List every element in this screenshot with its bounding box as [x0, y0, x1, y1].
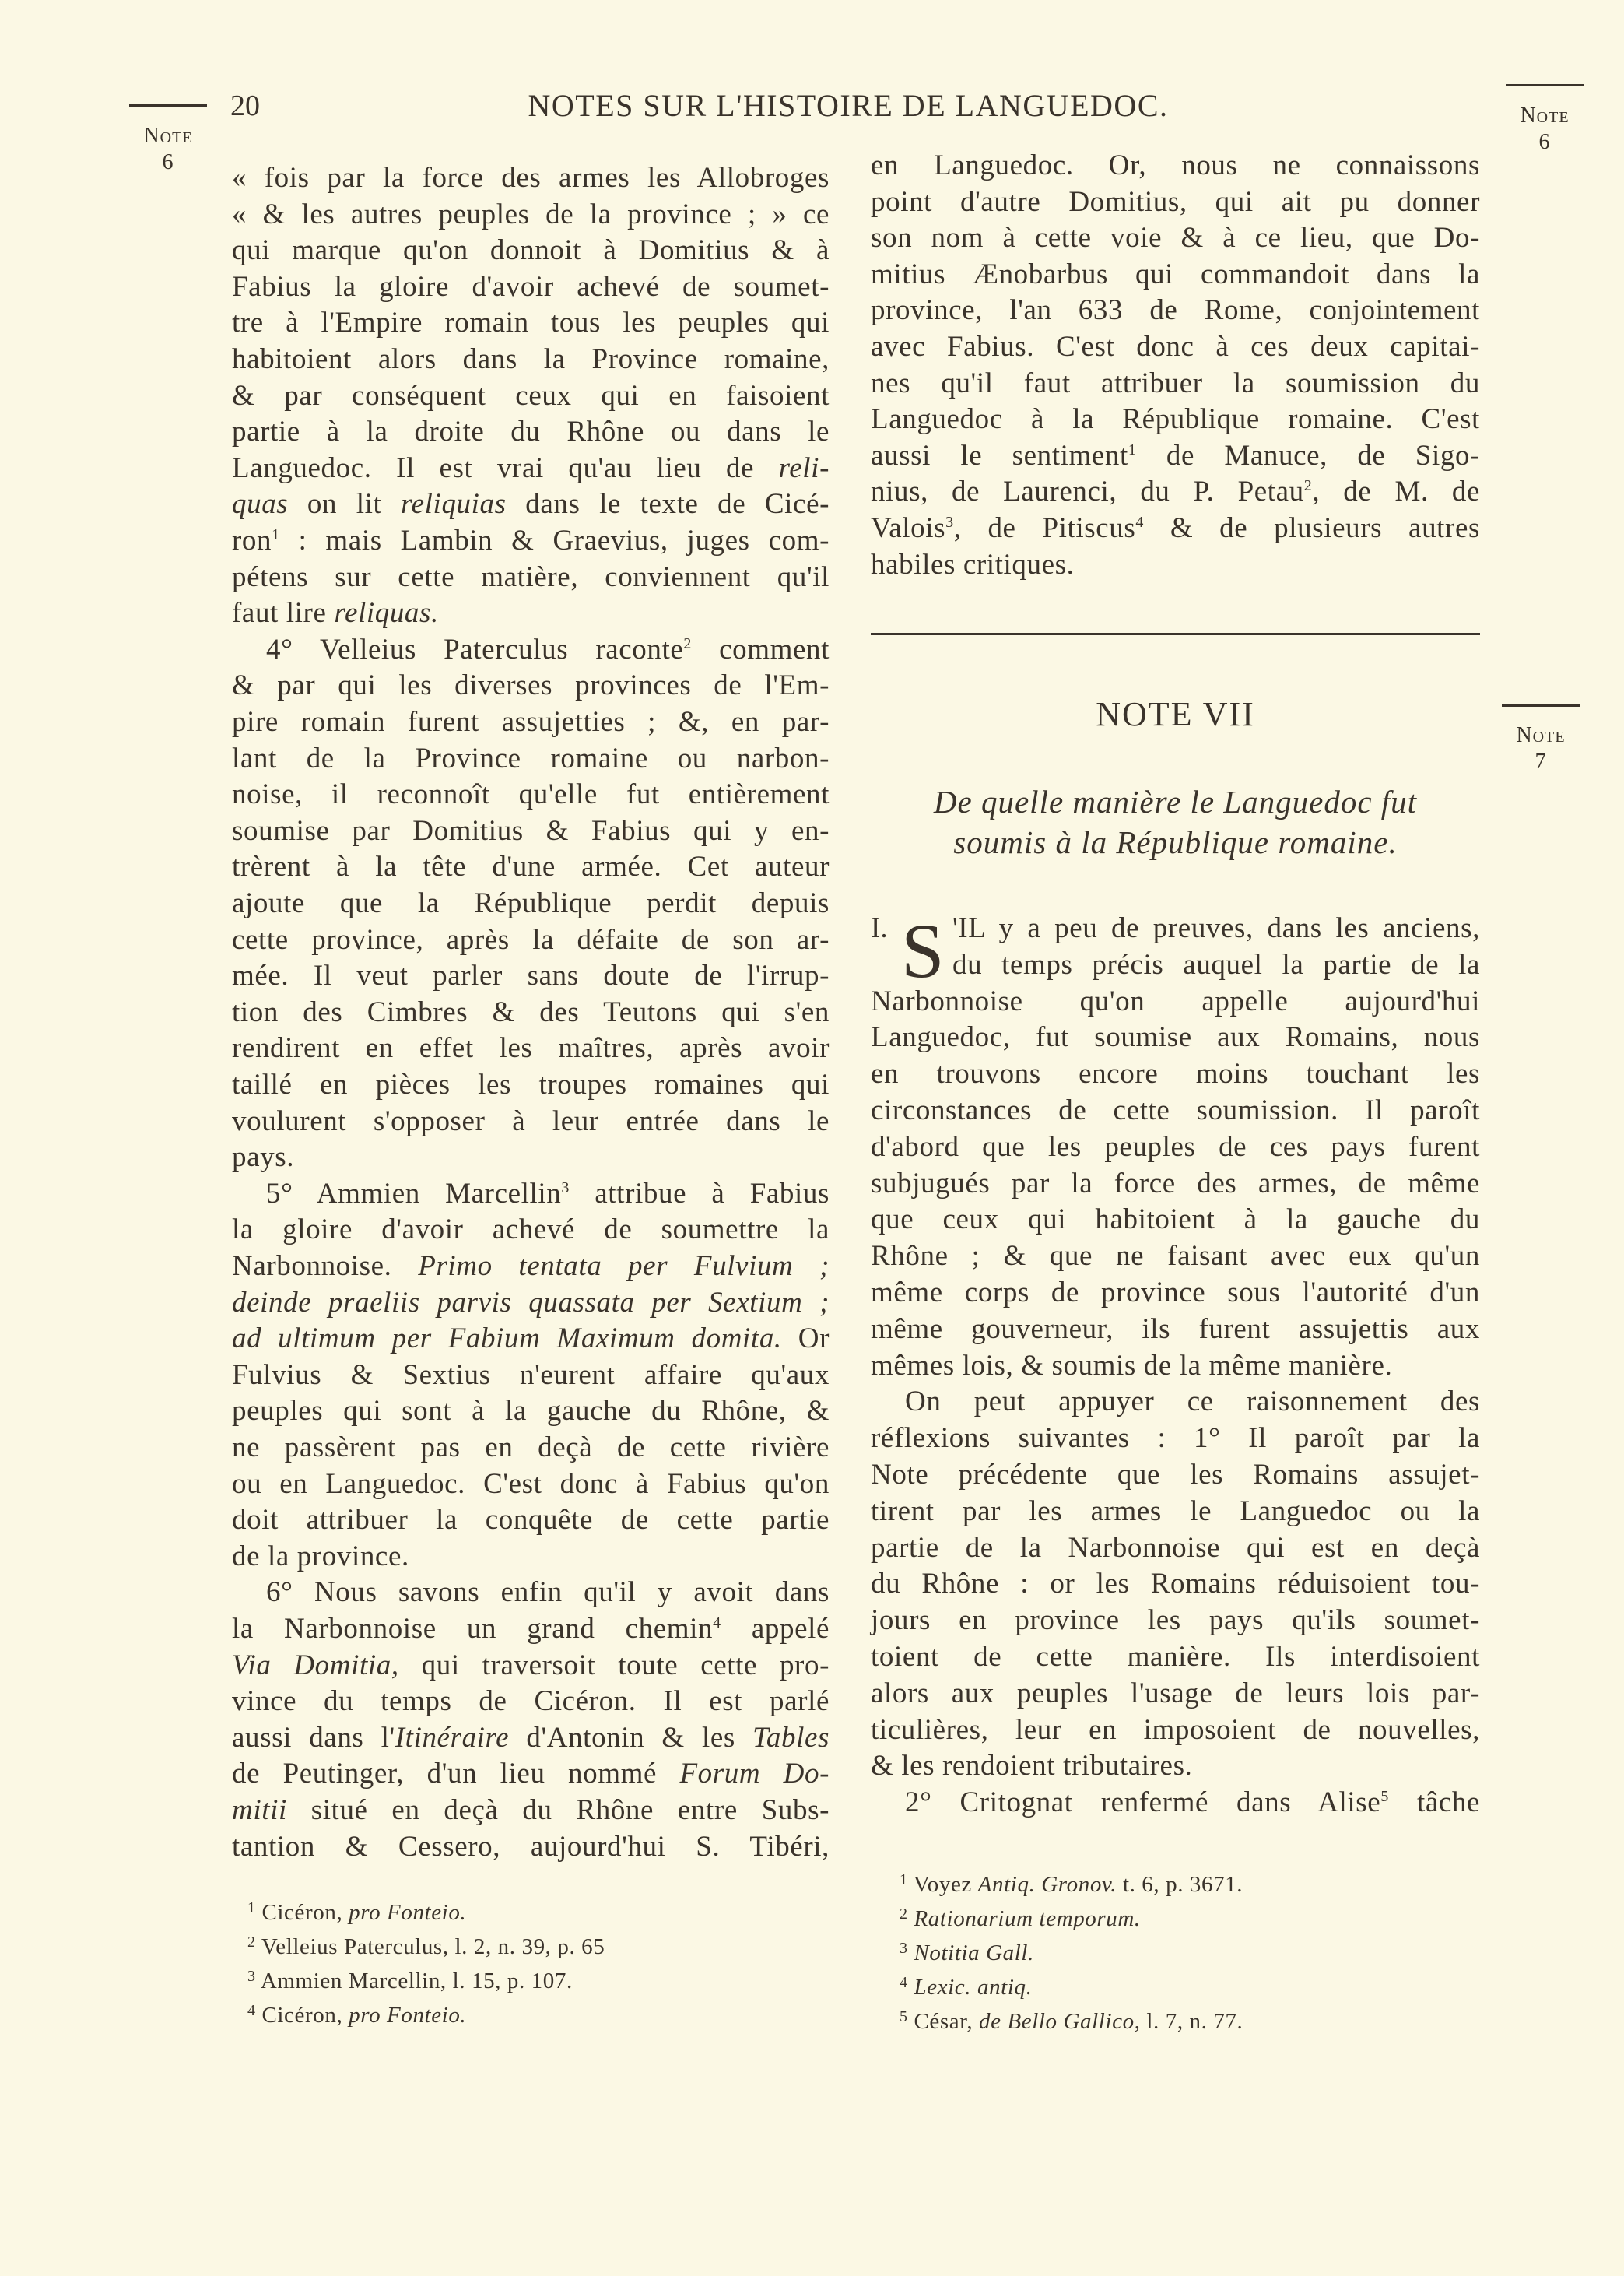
text-run: Fulvius & Sextius n'eurent affaire qu'aux	[232, 1358, 830, 1391]
footnote	[900, 1937, 1034, 1969]
italic-text: reli-	[778, 451, 830, 484]
text-line	[871, 293, 1480, 328]
text-run: Ammien Marcellin, l. 15, p. 107.	[255, 1969, 573, 1993]
margin-note-right-mid	[1502, 722, 1580, 775]
text-run: pays.	[232, 1141, 295, 1174]
text-run: trèrent à la tête d'une armée. Cet auteur	[232, 851, 830, 883]
text-run: , l. 7, n. 77.	[1134, 2009, 1243, 2034]
text-run: 2° Critognat renfermé dans Alise	[905, 1786, 1381, 1819]
footnote	[900, 2005, 1243, 2038]
text-run: Velleius Paterculus, l. 2, n. 39, p. 65	[255, 1934, 605, 1959]
text-run: Or	[781, 1322, 830, 1355]
text-line	[871, 257, 1480, 293]
text-line	[232, 1793, 830, 1828]
text-run: voulurent s'opposer à leur entrée dans le	[232, 1105, 830, 1137]
text-line	[905, 1384, 1480, 1420]
text-run: Fabius la gloire d'avoir achevé de soumet-	[232, 270, 830, 303]
text-line	[232, 1212, 830, 1248]
text-line	[871, 1494, 1480, 1530]
text-run: pire romain furent assujetties ; &, en par-	[232, 706, 830, 738]
text-run: tion des Cimbres & des Teutons qui s'en	[232, 996, 830, 1028]
text-run: même gouverneur, ils furent assujettis aux	[871, 1312, 1480, 1345]
text-run: dans le texte de Cicé-	[506, 488, 830, 521]
text-run: qui marque qu'on donnoit à Domitius & à	[232, 234, 830, 267]
text-run: On peut appuyer ce raisonnement des	[905, 1386, 1480, 1418]
italic-text: Itinéraire	[395, 1721, 510, 1754]
italic-text: deinde praeliis parvis quassata per Sextium ;	[232, 1286, 830, 1319]
text-line	[871, 1312, 1480, 1347]
margin-note-label: Note	[143, 124, 193, 148]
margin-rule	[1506, 84, 1584, 86]
margin-rule	[1502, 704, 1580, 707]
text-line	[232, 1466, 830, 1502]
italic-text: Tables	[752, 1721, 830, 1754]
italic-text: pro Fonteio.	[349, 2003, 467, 2028]
note-title: NOTE VII	[1096, 695, 1255, 733]
text-line	[232, 1720, 830, 1756]
text-line	[871, 1748, 1480, 1784]
text-line	[232, 451, 830, 486]
text-run: Languedoc. Il est vrai qu'au lieu de	[232, 451, 779, 484]
text-run: aussi le sentiment	[871, 439, 1128, 472]
footnote-ref: 3	[247, 1968, 256, 1985]
text-line	[266, 1575, 830, 1610]
text-run: , de M. de	[1312, 476, 1480, 508]
text-line	[232, 1104, 830, 1140]
text-line	[871, 438, 1480, 474]
text-line	[266, 1176, 830, 1212]
italic-text: Antiq. Gronov.	[977, 1872, 1117, 1897]
text-run: en Languedoc. Or, nous ne connaissons	[871, 149, 1480, 181]
text-line	[871, 1093, 1480, 1129]
text-line	[232, 849, 830, 885]
text-line	[871, 1056, 1480, 1092]
text-run: alors aux peuples l'usage de leurs lois par-	[871, 1677, 1480, 1709]
margin-note-left-top	[129, 123, 207, 176]
text-line	[232, 668, 830, 704]
text-line	[232, 378, 830, 414]
text-line	[871, 366, 1480, 402]
text-run: circonstances de cette soumission. Il paroît	[871, 1094, 1480, 1126]
italic-text: Lexic. antiq.	[914, 1975, 1033, 2000]
footnote-ref: 1	[247, 1899, 256, 1916]
text-line	[232, 922, 830, 958]
margin-note-right-top	[1506, 103, 1584, 156]
text-line	[871, 1238, 1480, 1274]
text-run: aussi dans l'	[232, 1721, 395, 1754]
text-run: pétens sur cette matière, conviennent qu'il	[232, 560, 830, 593]
text-run: avec Fabius. C'est donc à ces deux capitai-	[871, 331, 1480, 363]
text-line	[232, 233, 830, 269]
text-run: partie à la droite du Rhône ou dans le	[232, 416, 830, 448]
text-run: 5° Ammien Marcellin	[266, 1177, 562, 1210]
italic-text: Rationarium temporum.	[914, 1906, 1141, 1931]
text-run: Rhône ; & que ne faisant avec eux qu'un	[871, 1240, 1480, 1273]
text-run: 6° Nous savons enfin qu'il y avoit dans	[266, 1576, 830, 1609]
text-line	[232, 1648, 830, 1684]
footnote-ref: 1	[1128, 441, 1137, 458]
text-line	[871, 220, 1480, 256]
text-run: en trouvons encore moins touchant les	[871, 1058, 1480, 1091]
text-run: habiles critiques.	[871, 548, 1075, 581]
text-line	[952, 947, 1480, 983]
text-line	[871, 1421, 1480, 1456]
text-run: Valois	[871, 512, 946, 544]
text-line	[232, 595, 830, 631]
text-run: que ceux qui habitoient à la gauche du	[871, 1203, 1480, 1236]
text-run: & de plusieurs autres	[1144, 512, 1480, 544]
text-line	[232, 777, 830, 813]
text-line	[871, 402, 1480, 437]
text-run: lant de la Province romaine ou narbon-	[232, 742, 830, 774]
text-line	[871, 1457, 1480, 1493]
text-line	[871, 1166, 1480, 1202]
footnote	[900, 1902, 1141, 1935]
text-line	[232, 741, 830, 777]
text-run: ne passèrent pas en deçà de cette rivière	[232, 1431, 830, 1463]
text-line	[266, 632, 830, 668]
text-line	[232, 704, 830, 740]
footnote-ref: 2	[1303, 477, 1313, 495]
text-line	[871, 1603, 1480, 1639]
text-run: tantion & Cessero, aujourd'hui S. Tibéri,	[232, 1830, 830, 1863]
text-line	[232, 1321, 830, 1357]
text-run: partie de la Narbonnoise qui est en deçà	[871, 1531, 1480, 1564]
text-line	[952, 911, 1480, 947]
text-line	[232, 886, 830, 922]
text-run: Narbonnoise.	[232, 1250, 419, 1282]
text-line	[232, 197, 830, 233]
text-run: soumise par Domitius & Fabius qui y en-	[232, 814, 830, 847]
running-title: NOTES SUR L'HISTOIRE DE LANGUEDOC.	[528, 88, 1169, 123]
text-run: tre à l'Empire romain tous les peuples qui	[232, 307, 830, 339]
text-run: nes qu'il faut attribuer la soumission du	[871, 367, 1480, 399]
footnote	[247, 1999, 466, 2032]
text-run: vince du temps de Cicéron. Il est parlé	[232, 1685, 830, 1718]
page-number: 20	[230, 90, 260, 122]
footnote-ref: 5	[900, 2008, 908, 2025]
text-line	[871, 474, 1480, 510]
text-run: son nom à cette voie & à ce lieu, que Do-	[871, 222, 1480, 255]
italic-text: Via Domitia,	[232, 1649, 399, 1681]
footnote	[900, 1971, 1032, 2004]
text-run: mitius Ænobarbus qui commandoit dans la	[871, 258, 1480, 290]
text-run: rendirent en effet les maîtres, après avoir	[232, 1032, 830, 1065]
footnote-ref: 4	[247, 2002, 256, 2019]
text-line	[871, 1566, 1480, 1602]
text-line	[871, 1020, 1480, 1055]
text-run: faut lire	[232, 597, 335, 630]
italic-text: reliquias	[401, 488, 507, 521]
text-run: d'abord que les peuples de ces pays furent	[871, 1130, 1480, 1163]
text-run: & par conséquent ceux qui en faisoient	[232, 379, 830, 412]
text-line	[232, 1684, 830, 1719]
text-run: la Narbonnoise un grand chemin	[232, 1613, 714, 1645]
text-line	[232, 1067, 830, 1103]
text-run: du temps précis auquel la partie de la	[952, 948, 1480, 981]
text-line	[871, 1348, 1480, 1384]
text-line	[232, 1539, 830, 1575]
text-line	[871, 1202, 1480, 1238]
text-run: Note précédente que les Romains assujet-	[871, 1459, 1480, 1491]
text-run: t. 6, p. 3671.	[1117, 1872, 1243, 1897]
text-run: de Manuce, de Sigo-	[1136, 439, 1480, 472]
text-line	[871, 1712, 1480, 1748]
text-run: , de Pitiscus	[953, 512, 1136, 544]
text-run: Narbonnoise qu'on appelle aujourd'hui	[871, 985, 1480, 1017]
text-line	[232, 305, 830, 341]
text-run: la gloire d'avoir achevé de soumettre la	[232, 1214, 830, 1246]
text-run: peuples qui sont à la gauche du Rhône, &	[232, 1395, 830, 1428]
italic-text: ad ultimum per Fabium Maximum domita.	[232, 1322, 782, 1355]
italic-text: reliquas.	[334, 597, 439, 630]
footnote-ref: 1	[272, 526, 280, 543]
text-line	[232, 1031, 830, 1066]
text-run: noise, il reconnoît qu'elle fut entièrement	[232, 778, 830, 811]
text-run: mêmes lois, & soumis de la même manière.	[871, 1349, 1393, 1382]
text-run: d'Antonin & les	[509, 1721, 753, 1754]
text-run: situé en deçà du Rhône entre Subs-	[286, 1794, 830, 1826]
text-run: Cicéron,	[255, 2003, 349, 2028]
text-run: appelé	[721, 1613, 830, 1645]
text-run: : mais Lambin & Graevius, juges com-	[279, 525, 830, 557]
text-run: ajoute que la République perdit depuis	[232, 887, 830, 919]
text-line	[871, 1676, 1480, 1712]
footnote-ref: 3	[561, 1178, 570, 1196]
margin-note-label: Note	[1516, 723, 1566, 747]
margin-note-number: 7	[1535, 750, 1547, 774]
text-run: 'IL y a peu de preuves, dans les anciens,	[952, 912, 1480, 944]
text-line	[871, 329, 1480, 365]
text-line	[232, 160, 830, 196]
text-line	[232, 1829, 830, 1865]
text-run: Languedoc à la République romaine. C'est	[871, 403, 1480, 436]
text-run: province, l'an 633 de Rome, conjointement	[871, 294, 1480, 327]
italic-text: Forum Do-	[679, 1758, 830, 1790]
text-line	[232, 1249, 830, 1284]
text-run: ou en Languedoc. C'est donc à Fabius qu'on	[232, 1467, 830, 1500]
text-run: ron	[232, 525, 272, 557]
text-run: César,	[907, 2009, 980, 2034]
text-run: Languedoc, fut soumise aux Romains, nous	[871, 1021, 1480, 1054]
text-line	[232, 414, 830, 450]
text-line	[232, 1502, 830, 1538]
text-line	[232, 1358, 830, 1393]
note-subtitle-line2: soumis à la République romaine.	[953, 824, 1398, 860]
text-run: tirent par les armes le Languedoc ou la	[871, 1495, 1480, 1527]
text-line	[905, 1785, 1480, 1821]
text-run: de la province.	[232, 1540, 409, 1572]
text-run: nius, de Laurenci, du P. Petau	[871, 476, 1304, 508]
margin-note-label: Note	[1520, 104, 1570, 128]
footnote-ref: 4	[713, 1614, 721, 1631]
text-run: ticulières, leur en imposoient de nouvelles,	[871, 1713, 1480, 1746]
text-run: jours en province les pays qu'ils soumet-	[871, 1604, 1480, 1637]
text-run: Cicéron,	[255, 1900, 349, 1925]
text-line	[232, 486, 830, 522]
footnote-ref: 2	[683, 634, 692, 652]
text-line	[232, 813, 830, 849]
text-run: tâche	[1388, 1786, 1480, 1819]
text-line	[871, 984, 1480, 1020]
margin-rule	[129, 104, 207, 107]
footnote	[900, 1868, 1243, 1901]
text-line	[871, 1129, 1480, 1165]
italic-text: mitii	[232, 1794, 287, 1826]
footnote	[247, 1896, 466, 1929]
text-run: toient de cette manière. Ils interdisoient	[871, 1641, 1480, 1673]
text-run: subjugués par la force des armes, de même	[871, 1167, 1480, 1199]
text-run: comment	[692, 633, 830, 666]
text-line	[232, 1140, 830, 1175]
footnote	[247, 1965, 573, 1997]
text-run: réflexions suivantes : 1° Il paroît par la	[871, 1422, 1480, 1455]
text-line	[232, 1393, 830, 1429]
text-run: habitoient alors dans la Province romaine,	[232, 343, 830, 375]
text-run: on lit	[288, 488, 402, 521]
italic-text: Notitia Gall.	[914, 1941, 1034, 1965]
text-line	[871, 1275, 1480, 1311]
footnote-ref: 2	[247, 1934, 256, 1951]
text-run: taillé en pièces les troupes romaines qui	[232, 1069, 830, 1101]
text-line	[871, 1639, 1480, 1675]
text-line	[871, 184, 1480, 220]
text-run: Voyez	[907, 1872, 978, 1897]
text-run: « fois par la force des armes les Allobroges	[232, 162, 830, 194]
text-line	[232, 995, 830, 1031]
text-line	[232, 958, 830, 994]
text-line	[232, 560, 830, 595]
text-run: même corps de province sous l'autorité d'un	[871, 1277, 1480, 1308]
margin-note-number: 6	[162, 150, 174, 174]
text-run: attribue à Fabius	[569, 1177, 830, 1210]
text-run: cette province, après la défaite de son ar-	[232, 923, 830, 956]
footnote-ref: 1	[900, 1871, 908, 1888]
footnote-ref: 3	[900, 1940, 908, 1957]
text-run: doit attribuer la conquête de cette partie	[232, 1504, 830, 1537]
footnote-ref: 5	[1380, 1788, 1389, 1806]
text-line	[232, 1756, 830, 1792]
text-run: & par qui les diverses provinces de l'Em-	[232, 669, 830, 702]
text-line	[871, 511, 1480, 546]
text-line	[871, 148, 1480, 184]
text-line	[232, 342, 830, 378]
footnote-ref: 3	[945, 514, 954, 531]
italic-text: Primo tentata per Fulvium ;	[418, 1250, 830, 1282]
text-run: du Rhône : or les Romains réduisoient tou-	[871, 1568, 1480, 1600]
text-line	[232, 269, 830, 305]
text-line	[871, 547, 1480, 583]
drop-cap: S	[901, 908, 945, 994]
italic-text: de Bello Gallico	[979, 2009, 1135, 2034]
margin-note-number: 6	[1538, 130, 1551, 154]
text-run: mée. Il veut parler sans doute de l'irrup-	[232, 960, 830, 992]
note-subtitle-line1: De quelle manière le Languedoc fut	[933, 784, 1418, 820]
text-line	[232, 1285, 830, 1321]
footnote-ref: 4	[1135, 514, 1145, 531]
text-run: 4° Velleius Paterculus raconte	[266, 633, 684, 666]
section-number: I.	[871, 912, 888, 944]
text-run: point d'autre Domitius, qui ait pu donner	[871, 185, 1480, 218]
italic-text: quas	[232, 488, 289, 521]
footnote-ref: 4	[900, 1974, 908, 1991]
italic-text: pro Fonteio.	[349, 1900, 467, 1925]
section-divider	[871, 633, 1480, 635]
text-run: & les rendoient tributaires.	[871, 1750, 1193, 1783]
text-run: de Peutinger, d'un lieu nommé	[232, 1758, 680, 1790]
text-run: qui traversoit toute cette pro-	[398, 1649, 830, 1681]
text-line	[232, 1430, 830, 1466]
text-line	[232, 1611, 830, 1647]
text-run: « & les autres peuples de la province ; » ce	[232, 198, 830, 230]
text-line	[232, 523, 830, 559]
text-line	[871, 1530, 1480, 1566]
footnote	[247, 1930, 605, 1963]
footnote-ref: 2	[900, 1905, 908, 1923]
